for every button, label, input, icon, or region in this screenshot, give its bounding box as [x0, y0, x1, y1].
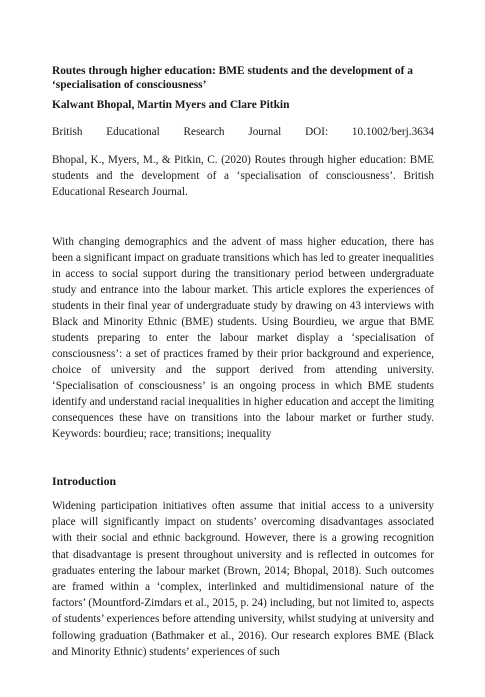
paper-title: Routes through higher education: BME students and the development of a ‘specialisation of consciousness’ — [52, 65, 413, 91]
introduction-text: Widening participation initiatives often assume that initial access to a university place will significantly impact on students’ overcoming disadvantages associated with their social and ethnic background. However, there is a growing recognition that disadvantage is present throughout university and is reflected in outcomes for graduates entering the labour market (Brown, 2014; Bhopal, 2018). Such outcomes are framed within a ‘complex, interlinked and multidimensional nature of the factors’ (Mountford-Zimdars et al., 2015, p. 24) including, but not limited to, aspects of students’ experiences before attending university, whilst studying at university and following graduation (Bathmaker et al., 2016). Our research explores BME (Black and Minority Ethnic) students’ experiences of such — [52, 500, 434, 658]
journal-word: Educational — [106, 126, 160, 138]
doi-value: 10.1002/berj.3634 — [351, 126, 434, 138]
doi-label: DOI: — [305, 126, 329, 138]
paper-authors: Kalwant Bhopal, Martin Myers and Clare Pitkin — [52, 99, 290, 111]
journal-word: Research — [183, 126, 225, 138]
journal-word: British — [52, 126, 83, 138]
abstract: With changing demographics and the advent of mass higher education, there has been a significant impact on graduate transitions which has led to greater inequalities in access to social support during the transitionary period between undergraduate study and entrance into the labour market. This article explores the experiences of students in their final year of undergraduate study by drawing on 43 interviews with Black and Minority Ethnic (BME) students. Using Bourdieu, we argue that BME students preparing to enter the labour market display a ‘specialisation of consciousness’: a set of practices framed by their prior background and experience, choice of university and the support derived from attending university. ‘Specialisation of consciousness’ is an ongoing process in which BME students identify and understand racial inequalities in higher education and accept the limiting consequences these have on transitions into the labour market or further study. Keywords: bourdieu; race; transitions; inequality — [52, 236, 434, 440]
citation: Bhopal, K., Myers, M., & Pitkin, C. (2020) Routes through higher education: BME students and the development of a ‘specialisation of consciousness’. British Educational Research Journal. — [52, 154, 434, 198]
paper-page — [52, 64, 434, 660]
journal-doi-line — [52, 125, 434, 139]
journal-word: Journal — [248, 126, 282, 138]
introduction-heading: Introduction — [52, 474, 117, 488]
